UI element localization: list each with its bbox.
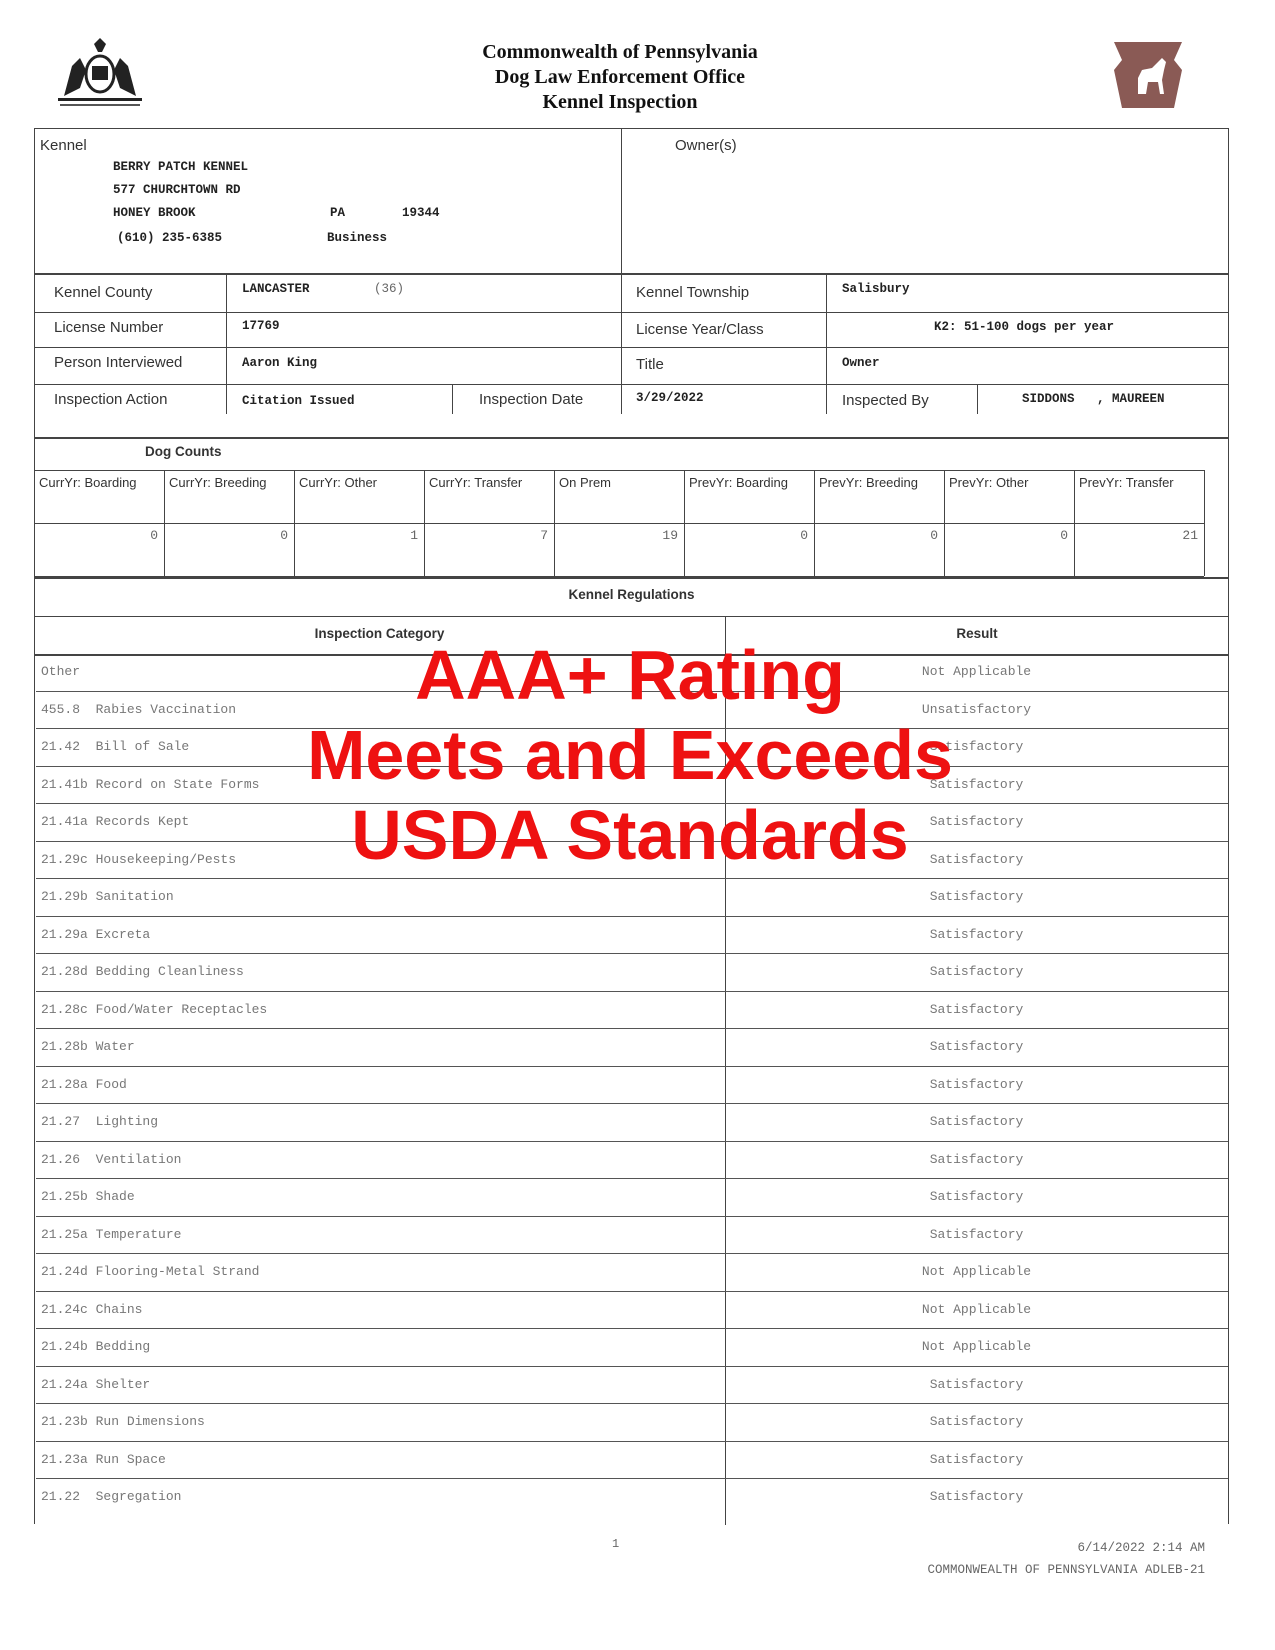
kennel-street: 577 CHURCHTOWN RD	[113, 183, 241, 197]
result-cell: Satisfactory	[929, 926, 1024, 942]
person-interviewed-label: Person Interviewed	[54, 354, 183, 371]
inspection-category-cell: 21.41a Records Kept	[41, 814, 190, 829]
inspection-category-header: Inspection Category	[314, 626, 445, 641]
kennel-county-label: Kennel County	[54, 284, 153, 301]
dog-count-value: 1	[410, 528, 418, 543]
inspected-by-label: Inspected By	[842, 392, 929, 409]
inspection-category-cell: 21.26 Ventilation	[41, 1151, 182, 1167]
table-row	[36, 917, 1228, 955]
grid-line	[34, 576, 1204, 577]
result-cell: Satisfactory	[929, 1414, 1024, 1429]
result-cell: Satisfactory	[929, 889, 1024, 904]
dog-count-value: 0	[280, 528, 288, 543]
table-row	[36, 1179, 1228, 1217]
grid-line	[1074, 470, 1075, 576]
dog-counts-box	[34, 438, 1229, 578]
result-cell: Satisfactory	[929, 851, 1024, 867]
table-row	[36, 1442, 1228, 1480]
table-row	[36, 1367, 1228, 1405]
kennel-county-value: LANCASTER	[242, 282, 310, 296]
inspection-action-label: Inspection Action	[54, 391, 168, 408]
grid-line	[226, 274, 227, 414]
dog-count-label: PrevYr: Breeding	[819, 475, 918, 490]
grid-line	[34, 312, 1229, 313]
inspection-date-label: Inspection Date	[479, 391, 584, 408]
dog-count-label: CurrYr: Transfer	[429, 475, 523, 490]
document-header	[380, 40, 860, 115]
inspection-action-value: Citation Issued	[242, 394, 355, 408]
dog-count-label: PrevYr: Transfer	[1079, 475, 1174, 490]
keystone-dog-logo-icon	[1112, 40, 1184, 110]
license-year-class-value: K2: 51-100 dogs per year	[934, 320, 1115, 334]
dog-count-label: CurrYr: Breeding	[169, 475, 267, 490]
grid-line	[554, 470, 555, 576]
result-cell: Satisfactory	[929, 1076, 1024, 1092]
inspection-category-cell: 21.27 Lighting	[41, 1114, 159, 1129]
dog-count-label: PrevYr: Boarding	[689, 475, 788, 490]
result-cell: Satisfactory	[929, 1489, 1024, 1504]
table-row	[36, 1329, 1228, 1367]
result-header: Result	[956, 626, 998, 641]
inspection-category-cell: 21.23a Run Space	[41, 1451, 166, 1467]
grid-line	[621, 274, 622, 414]
title-label: Title	[636, 356, 664, 373]
result-cell: Not Applicable	[921, 1301, 1032, 1317]
dog-count-value: 0	[1060, 528, 1068, 543]
kennel-name: BERRY PATCH KENNEL	[113, 160, 249, 174]
header-line-1: Commonwealth of Pennsylvania	[482, 41, 758, 63]
inspection-category-cell: 21.28a Food	[41, 1076, 127, 1092]
inspection-category-cell: 21.24d Flooring-Metal Strand	[41, 1264, 260, 1279]
inspection-category-cell: 21.22 Segregation	[41, 1489, 182, 1504]
inspection-category-cell: 21.24a Shelter	[41, 1376, 151, 1392]
overlay-line-1: AAA+ Rating	[415, 636, 845, 714]
dog-count-label: CurrYr: Other	[299, 475, 378, 490]
person-interviewed-value: Aaron King	[242, 356, 318, 370]
print-timestamp: 6/14/2022 2:14 AM	[1077, 1541, 1205, 1555]
table-row	[36, 1292, 1228, 1330]
result-cell: Satisfactory	[929, 1151, 1024, 1167]
inspection-category-cell: Other	[41, 664, 81, 679]
kennel-city: HONEY BROOK	[113, 206, 196, 220]
kennel-state: PA	[330, 206, 346, 220]
inspection-category-cell: 21.28b Water	[41, 1039, 135, 1054]
inspection-category-cell: 21.29c Housekeeping/Pests	[41, 851, 237, 867]
page-number: 1	[612, 1537, 620, 1551]
inspection-category-cell: 21.25a Temperature	[41, 1226, 182, 1242]
table-row	[36, 1067, 1228, 1105]
inspection-category-cell: 21.24c Chains	[41, 1301, 143, 1317]
table-row	[36, 1479, 1228, 1517]
kennel-phone-type: Business	[327, 231, 388, 245]
table-row	[36, 1104, 1228, 1142]
grid-line	[977, 384, 978, 414]
kennel-fields-grid	[34, 274, 1229, 438]
kennel-zip: 19344	[402, 206, 440, 220]
dog-count-label: PrevYr: Other	[949, 475, 1029, 490]
grid-line	[944, 470, 945, 576]
inspection-category-cell: 455.8 Rabies Vaccination	[41, 701, 237, 717]
kennel-label: Kennel	[40, 137, 87, 154]
grid-line	[34, 523, 1204, 524]
grid-line	[34, 384, 1229, 385]
owner-label: Owner(s)	[675, 137, 737, 154]
dog-count-value: 0	[800, 528, 808, 543]
overlay-line-2: Meets and Exceeds	[307, 716, 953, 794]
grid-line	[34, 470, 1204, 471]
table-row	[36, 1029, 1228, 1067]
header-line-3: Kennel Inspection	[542, 91, 698, 113]
grid-line	[814, 470, 815, 576]
result-cell: Satisfactory	[929, 1114, 1024, 1129]
result-cell: Satisfactory	[929, 1039, 1024, 1054]
overlay-line-3: USDA Standards	[351, 796, 909, 874]
inspected-by-value: SIDDONS , MAUREEN	[1022, 392, 1165, 406]
result-cell: Not Applicable	[921, 1264, 1032, 1279]
rating-overlay	[190, 635, 1070, 875]
license-year-class-label: License Year/Class	[636, 321, 764, 338]
inspection-date-value: 3/29/2022	[636, 391, 704, 405]
footer-info	[927, 1537, 1205, 1581]
dog-count-value: 7	[540, 528, 548, 543]
grid-line	[34, 347, 1229, 348]
form-id: COMMONWEALTH OF PENNSYLVANIA ADLEB-21	[927, 1563, 1205, 1577]
table-row	[36, 1254, 1228, 1292]
result-cell: Satisfactory	[929, 1001, 1024, 1017]
inspection-category-cell: 21.28d Bedding Cleanliness	[41, 964, 244, 979]
grid-line	[1204, 470, 1205, 576]
result-cell: Satisfactory	[929, 964, 1024, 979]
grid-line	[34, 616, 1229, 617]
grid-line	[164, 470, 165, 576]
grid-line	[452, 384, 453, 414]
dog-counts-title: Dog Counts	[145, 444, 222, 459]
table-row	[36, 879, 1228, 917]
inspection-category-cell: 21.23b Run Dimensions	[41, 1414, 205, 1429]
inspection-category-cell: 21.28c Food/Water Receptacles	[41, 1001, 268, 1017]
grid-line	[684, 470, 685, 576]
dog-count-value: 19	[662, 528, 678, 543]
result-cell: Satisfactory	[929, 739, 1024, 754]
kennel-phone: (610) 235-6385	[117, 231, 223, 245]
license-number-label: License Number	[54, 319, 164, 336]
inspection-category-cell: 21.41b Record on State Forms	[41, 776, 260, 792]
table-row	[36, 1142, 1228, 1180]
grid-line	[294, 470, 295, 576]
table-row	[36, 1217, 1228, 1255]
regulations-title: Kennel Regulations	[568, 587, 695, 602]
table-row	[36, 1404, 1228, 1442]
result-cell: Satisfactory	[929, 1376, 1024, 1392]
table-row	[36, 992, 1228, 1030]
kennel-county-code: (36)	[374, 282, 405, 296]
pennsylvania-seal-icon	[50, 36, 150, 110]
result-cell: Satisfactory	[929, 1189, 1024, 1204]
kennel-township-value: Salisbury	[842, 282, 910, 296]
inspection-category-cell: 21.29a Excreta	[41, 926, 151, 942]
inspection-category-cell: 21.24b Bedding	[41, 1339, 151, 1354]
table-row	[36, 954, 1228, 992]
header-line-2: Dog Law Enforcement Office	[494, 66, 746, 88]
title-value: Owner	[842, 356, 880, 370]
result-cell: Not Applicable	[921, 1339, 1032, 1354]
kennel-owner-divider	[621, 128, 622, 274]
result-cell: Satisfactory	[929, 1226, 1024, 1242]
license-number-value: 17769	[242, 319, 280, 333]
dog-count-value: 0	[930, 528, 938, 543]
result-cell: Unsatisfactory	[921, 701, 1032, 717]
grid-line	[424, 470, 425, 576]
dog-count-label: CurrYr: Boarding	[39, 475, 137, 490]
result-cell: Satisfactory	[929, 1451, 1024, 1467]
kennel-township-label: Kennel Township	[636, 284, 750, 301]
result-cell: Satisfactory	[929, 814, 1024, 829]
inspection-category-cell: 21.42 Bill of Sale	[41, 739, 190, 754]
inspection-category-cell: 21.25b Shade	[41, 1189, 135, 1204]
kennel-owner-box	[34, 128, 1229, 274]
result-cell: Satisfactory	[929, 776, 1024, 792]
dog-count-value: 21	[1182, 528, 1198, 543]
dog-count-label: On Prem	[559, 475, 612, 490]
inspection-category-cell: 21.29b Sanitation	[41, 889, 174, 904]
grid-line	[826, 274, 827, 414]
result-cell: Not Applicable	[921, 664, 1032, 679]
dog-count-value: 0	[150, 528, 158, 543]
